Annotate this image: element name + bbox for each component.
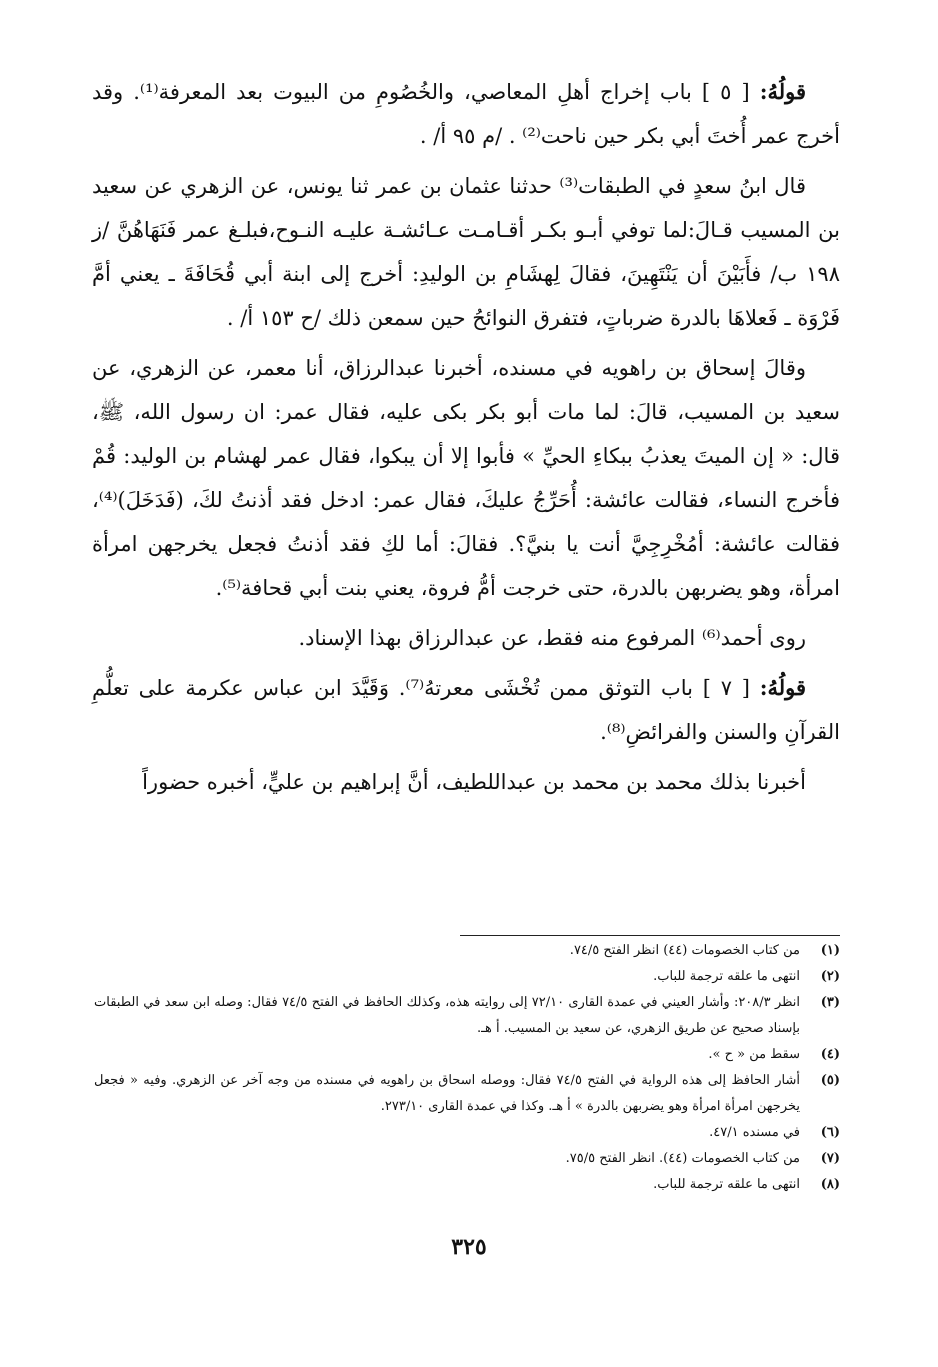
footnote bbox=[94, 938, 840, 964]
footnote bbox=[94, 964, 840, 990]
footnote bbox=[94, 1068, 840, 1120]
page-number: ٣٢٥ bbox=[451, 1234, 487, 1260]
footnote bbox=[94, 1120, 840, 1146]
footnote-text: انظر ٢٠٨/٣: وأشار العيني في عمدة القارى ٧٢/١٠ إلى روايته هذه، وكذلك الحافظ في الفتح ٧٤/٥ فقال: وصله ابن سعد في الطبقات بإسناد صحيح عن طريق الزهري، عن سعيد بن المسيب. أ هـ. bbox=[94, 995, 801, 1036]
heading-lead: قولُهُ: bbox=[759, 79, 807, 104]
paragraph-text: أخبرنا بذلك محمد بن محمد بن عبداللطيف، أنَّ إبراهيم بن عليٍّ، أخبره حضوراً bbox=[142, 770, 806, 794]
paragraph-4 bbox=[92, 616, 840, 660]
paragraph-5 bbox=[92, 666, 840, 754]
paragraph-text: قال ابنُ سعدٍ في الطبقات⁽³⁾ حدثنا عثمان بن عمر ثنا يونس، عن الزهري عن سعيد بن المسيب قـالَ:لما توفي أبـو بكـر أقـامـت عـائشـة عليـه النـوح،فبلـغ عمر فَنَهَاهُنَّ /ز ١٩٨ ب/ فأَبَيْنَ أن يَنْتَهِينَ، فقالَ لِهشَامِ بن الوليدِ: أخرج إلى ابنة أبي قُحَافَةَ ـ يعني أمَّ فَرْوَة ـ فَعلاهَا بالدرة ضرباتٍ، فتفرق النوائحُ حين سمعن ذلك /ح ١٥٣ أ/ . bbox=[92, 174, 840, 330]
paragraph-text: روى أحمد⁽⁶⁾ المرفوع منه فقط، عن عبدالرزاق بهذا الإسناد. bbox=[298, 626, 806, 650]
footnote-text: من كتاب الخصومات (٤٤) انظر الفتح ٧٤/٥. bbox=[569, 943, 800, 958]
paragraph-6 bbox=[92, 760, 840, 804]
footnote-text: انتهى ما علقه ترجمة للباب. bbox=[653, 1177, 800, 1192]
paragraph-3 bbox=[92, 346, 840, 610]
footnote-number: (٢) bbox=[820, 969, 840, 984]
main-text bbox=[92, 70, 840, 804]
footnote-number: (٧) bbox=[820, 1151, 840, 1166]
paragraph-text: [ ٧ ] باب التوثق ممن تُخْشَى معرتهُ⁽⁷⁾. وَقَيَّدَ ابن عباس عكرمة على تعلُّمِ القرآنِ والسنن والفرائضِ⁽⁸⁾. bbox=[92, 676, 840, 744]
footnote-text: سقط من « ح ». bbox=[708, 1047, 800, 1062]
paragraph-text: [ ٥ ] باب إخراج أهلِ المعاصي، والخُصُومِ من البيوت بعد المعرفة⁽¹⁾. وقد أخرج عمر أُختَ أبي بكر حين ناحت⁽²⁾ . /م ٩٥ أ/ . bbox=[92, 80, 840, 148]
footnote bbox=[94, 1146, 840, 1172]
footnote-number: (٨) bbox=[820, 1177, 840, 1192]
footnote-number: (٦) bbox=[820, 1125, 840, 1140]
footnote-text: من كتاب الخصومات (٤٤). انظر الفتح ٧٥/٥. bbox=[565, 1151, 800, 1166]
paragraph-2 bbox=[92, 164, 840, 340]
footnote-number: (٥) bbox=[820, 1073, 840, 1088]
footnote bbox=[94, 1172, 840, 1198]
footnote-number: (١) bbox=[820, 943, 840, 958]
footnote-text: انتهى ما علقه ترجمة للباب. bbox=[653, 969, 800, 984]
footnote-text: أشار الحافظ إلى هذه الرواية في الفتح ٧٤/٥ فقال: ووصله اسحاق بن راهويه في مسنده من وجه آخر عن الزهري. وفيه « فجعل يخرجهن امرأة امرأة وهو يضربهن بالدرة » أ هـ. وكذا في عمدة القارى ٢٧٣/١٠. bbox=[94, 1073, 800, 1114]
footnote-text: في مسنده ٤٧/١. bbox=[709, 1125, 800, 1140]
footnote bbox=[94, 990, 840, 1042]
footnote-divider bbox=[460, 935, 840, 936]
paragraph-1 bbox=[92, 70, 840, 158]
heading-lead: قولُهُ: bbox=[759, 675, 807, 700]
paragraph-text: وقالَ إسحاق بن راهويه في مسنده، أخبرنا عبدالرزاق، أنا معمر، عن الزهري، عن سعيد بن المسيب، قالَ: لما مات أبو بكر بكى عليه، فقال عمر: ان رسول الله، ﷺ، قال: « إن الميتَ يعذبُ ببكاءِ الحيِّ » فأبوا إلا أن يبكوا، فقال عمر لهشام بن الوليد: قُمْ فأخرج النساء، فقالت عائشة: أُحَرِّجُ عليكَ، فقال عمر: ادخل فقد أذنتُ لكَ، (فَدَخَلَ)⁽⁴⁾، فقالت عائشة: أمُخْرِجِيَّ أنت يا بنيَّ؟. فقالَ: أما لكِ فقد أذنتُ فجعل يخرجهن امرأة امرأة، وهو يضربهن بالدرة، حتى خرجت أمُّ فروة، يعني بنت أبي قحافة⁽⁵⁾. bbox=[92, 356, 840, 600]
footnote-number: (٣) bbox=[820, 995, 840, 1010]
footnotes bbox=[94, 938, 840, 1198]
footnote bbox=[94, 1042, 840, 1068]
footnote-number: (٤) bbox=[820, 1047, 840, 1062]
